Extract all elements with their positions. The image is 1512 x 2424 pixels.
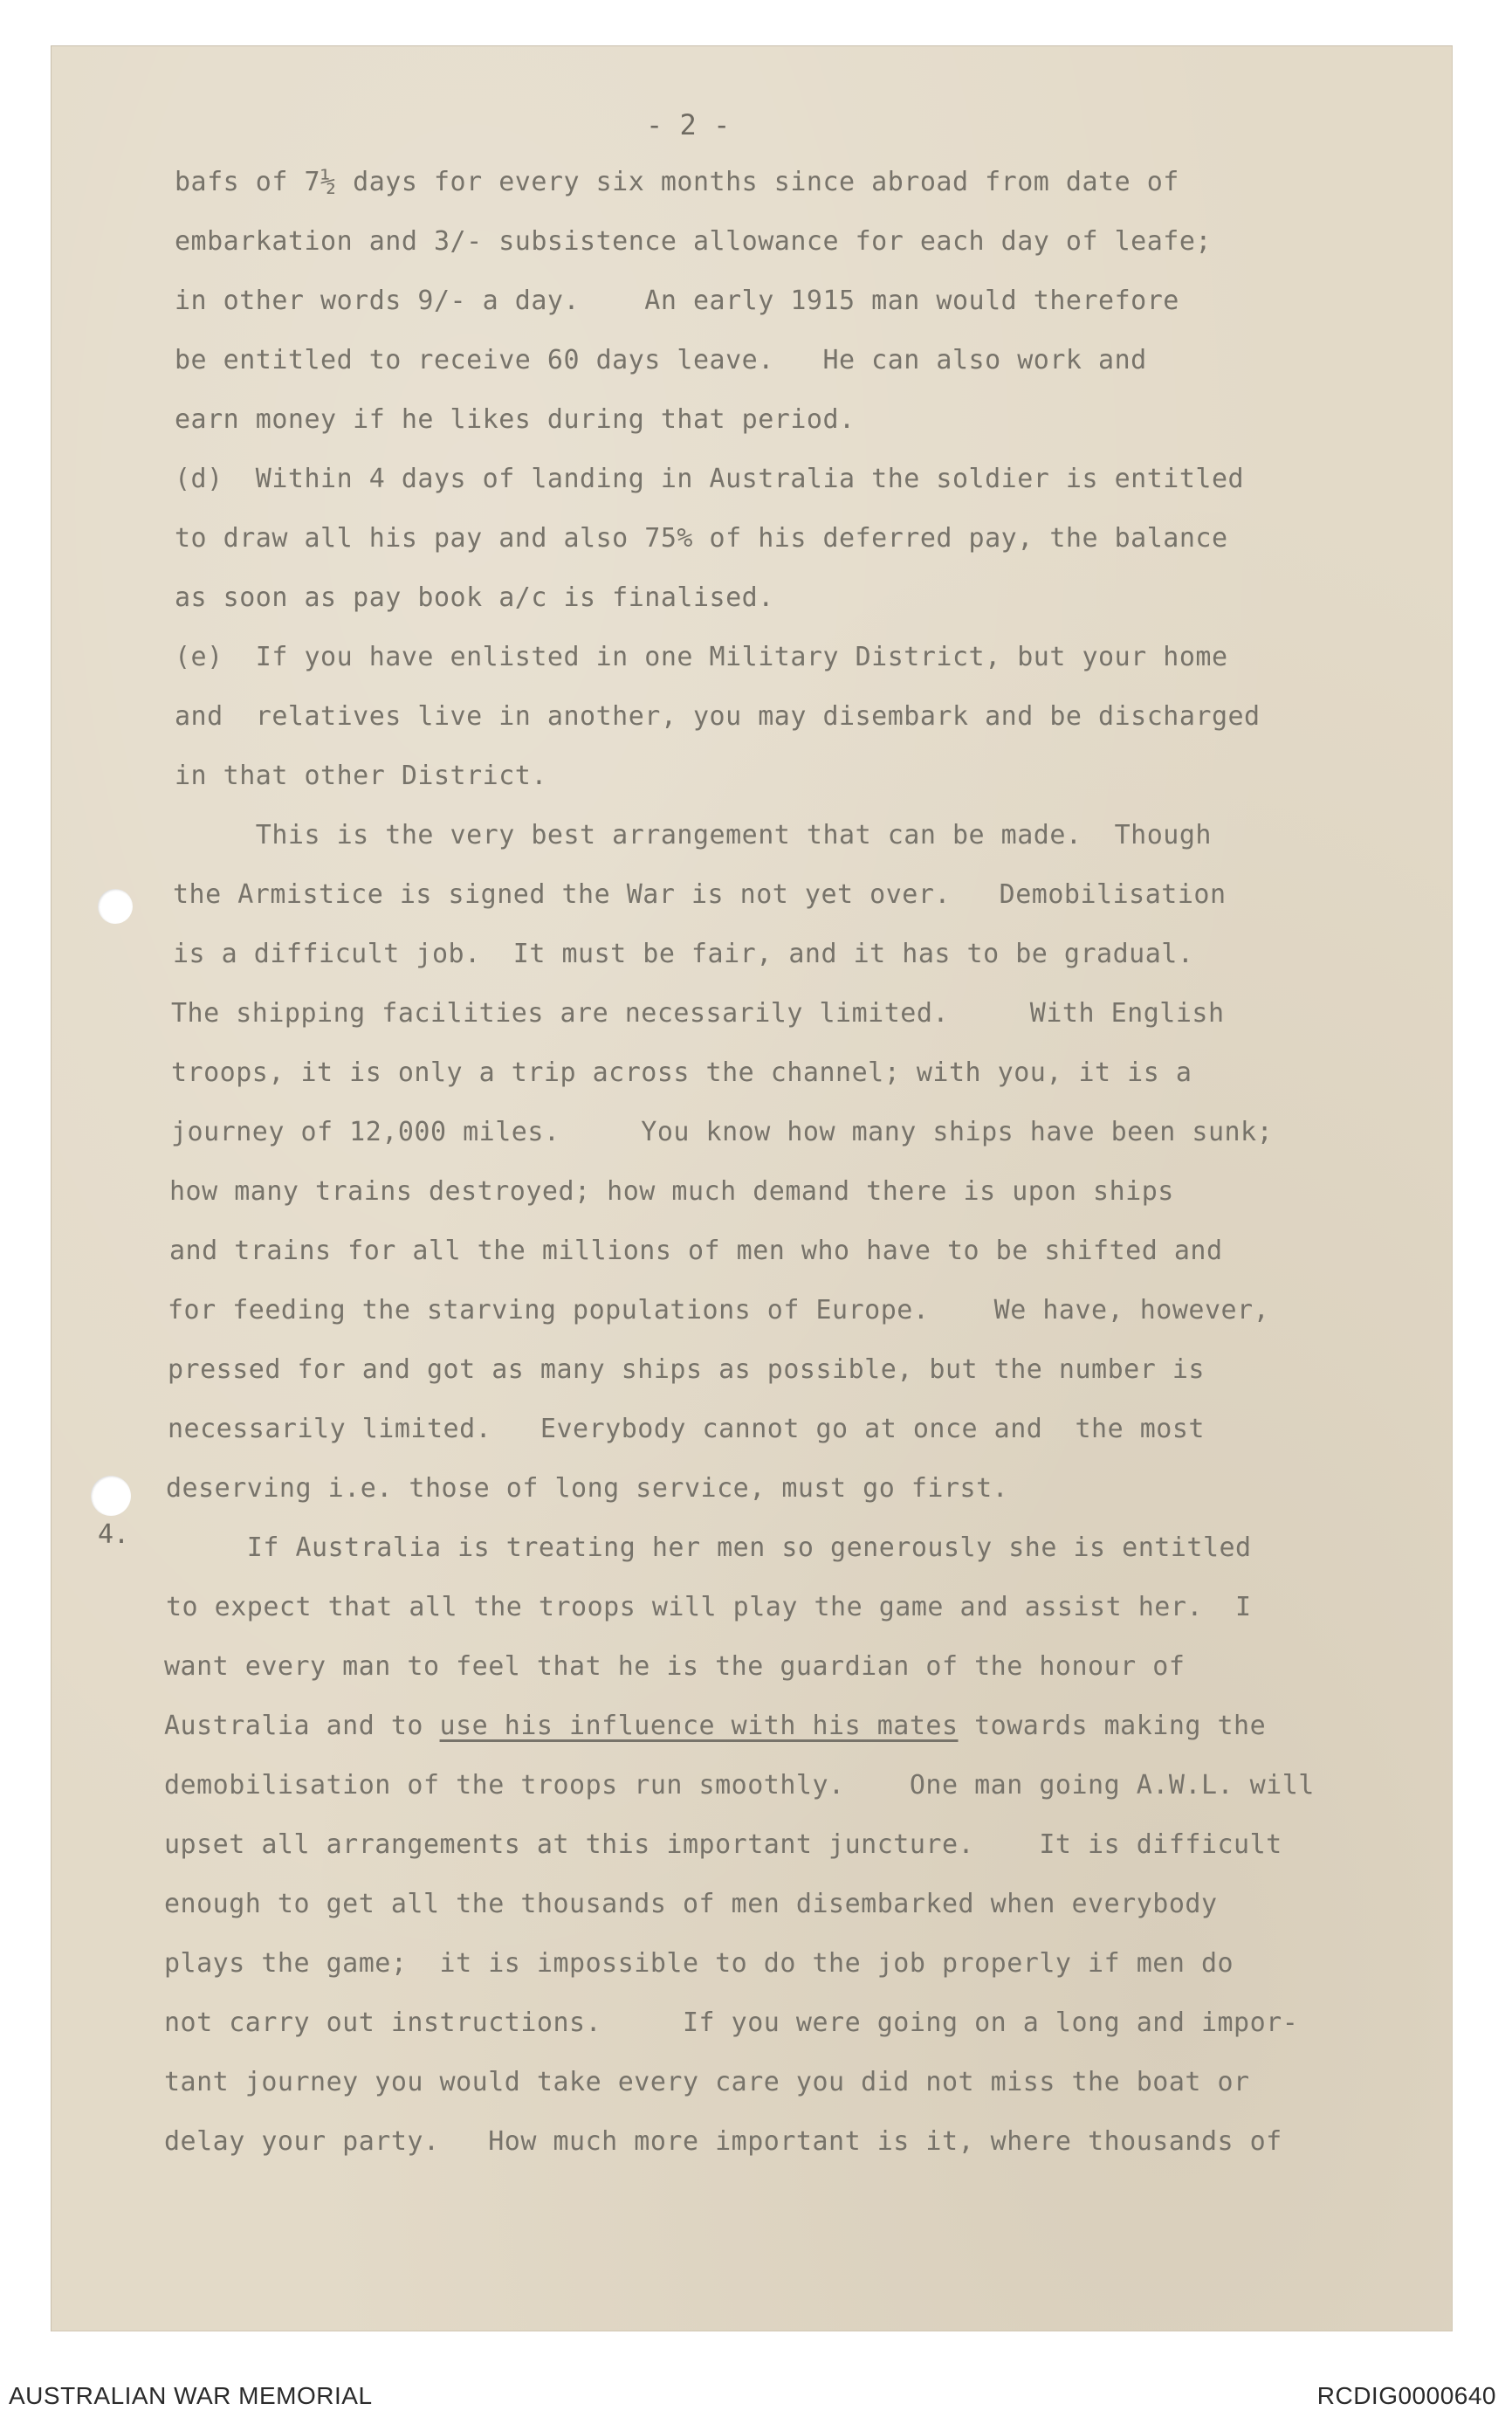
text-line: in that other District. bbox=[175, 761, 547, 791]
text-line: in other words 9/- a day. An early 1915 man would therefore bbox=[175, 286, 1179, 316]
text-line: to draw all his pay and also 75% of his deferred pay, the balance bbox=[175, 523, 1228, 554]
text-line: pressed for and got as many ships as possible, but the number is bbox=[168, 1354, 1205, 1385]
text-line: deserving i.e. those of long service, must go first. bbox=[166, 1473, 1009, 1504]
text-line bbox=[164, 1713, 1266, 1739]
text-line: delay your party. How much more important is it, where thousands of bbox=[164, 2126, 1282, 2157]
text-line: troops, it is only a trip across the channel; with you, it is a bbox=[171, 1057, 1192, 1088]
paragraph-number: 4. bbox=[98, 1519, 130, 1550]
archive-credit: AUSTRALIAN WAR MEMORIAL bbox=[9, 2382, 373, 2409]
text-line: is a difficult job. It must be fair, and it has to be gradual. bbox=[173, 939, 1194, 969]
archive-id: RCDIG0000640 bbox=[1316, 2382, 1496, 2409]
text-line: plays the game; it is impossible to do the job properly if men do bbox=[164, 1948, 1234, 1979]
text-segment: Australia and to bbox=[164, 1711, 440, 1741]
text-line: embarkation and 3/- subsistence allowance for each day of leafe; bbox=[175, 226, 1212, 257]
text-line: the Armistice is signed the War is not yet over. Demobilisation bbox=[173, 879, 1227, 910]
text-line: (d) Within 4 days of landing in Australia the soldier is entitled bbox=[175, 464, 1245, 494]
text-line: as soon as pay book a/c is finalised. bbox=[175, 582, 774, 613]
punch-hole bbox=[98, 889, 133, 924]
underlined-phrase: use his influence with his mates bbox=[439, 1711, 959, 1741]
text-line: (e) If you have enlisted in one Military District, but your home bbox=[175, 642, 1228, 672]
text-line: and relatives live in another, you may disembark and be discharged bbox=[175, 701, 1261, 732]
text-line: journey of 12,000 miles. You know how many ships have been sunk; bbox=[171, 1117, 1274, 1147]
text-line: enough to get all the thousands of men disembarked when everybody bbox=[164, 1889, 1218, 1919]
text-segment: towards making the bbox=[958, 1711, 1267, 1741]
text-line: be entitled to receive 60 days leave. He can also work and bbox=[175, 345, 1147, 375]
punch-hole bbox=[91, 1476, 131, 1516]
text-line: to expect that all the troops will play the game and assist her. I bbox=[166, 1592, 1252, 1622]
text-line: want every man to feel that he is the guardian of the honour of bbox=[164, 1651, 1186, 1682]
text-line: earn money if he likes during that period. bbox=[175, 404, 856, 435]
text-line: The shipping facilities are necessarily limited. With English bbox=[171, 998, 1225, 1029]
text-line: and trains for all the millions of men who have to be shifted and bbox=[169, 1236, 1223, 1266]
text-line: demobilisation of the troops run smoothly. One man going A.W.L. will bbox=[164, 1770, 1315, 1801]
text-line: not carry out instructions. If you were going on a long and impor- bbox=[164, 2007, 1299, 2038]
text-line: bafs of 7½ days for every six months since abroad from date of bbox=[175, 167, 1179, 197]
text-line: for feeding the starving populations of Europe. We have, however, bbox=[168, 1295, 1270, 1326]
page-number: - 2 - bbox=[646, 108, 731, 141]
text-line: how many trains destroyed; how much demand there is upon ships bbox=[169, 1176, 1174, 1207]
text-line: tant journey you would take every care you did not miss the boat or bbox=[164, 2067, 1250, 2097]
text-line: upset all arrangements at this important juncture. It is difficult bbox=[164, 1829, 1282, 1860]
text-line: If Australia is treating her men so generously she is entitled bbox=[166, 1532, 1252, 1563]
text-line: necessarily limited. Everybody cannot go at once and the most bbox=[168, 1414, 1205, 1444]
text-line: This is the very best arrangement that can be made. Though bbox=[175, 820, 1212, 850]
